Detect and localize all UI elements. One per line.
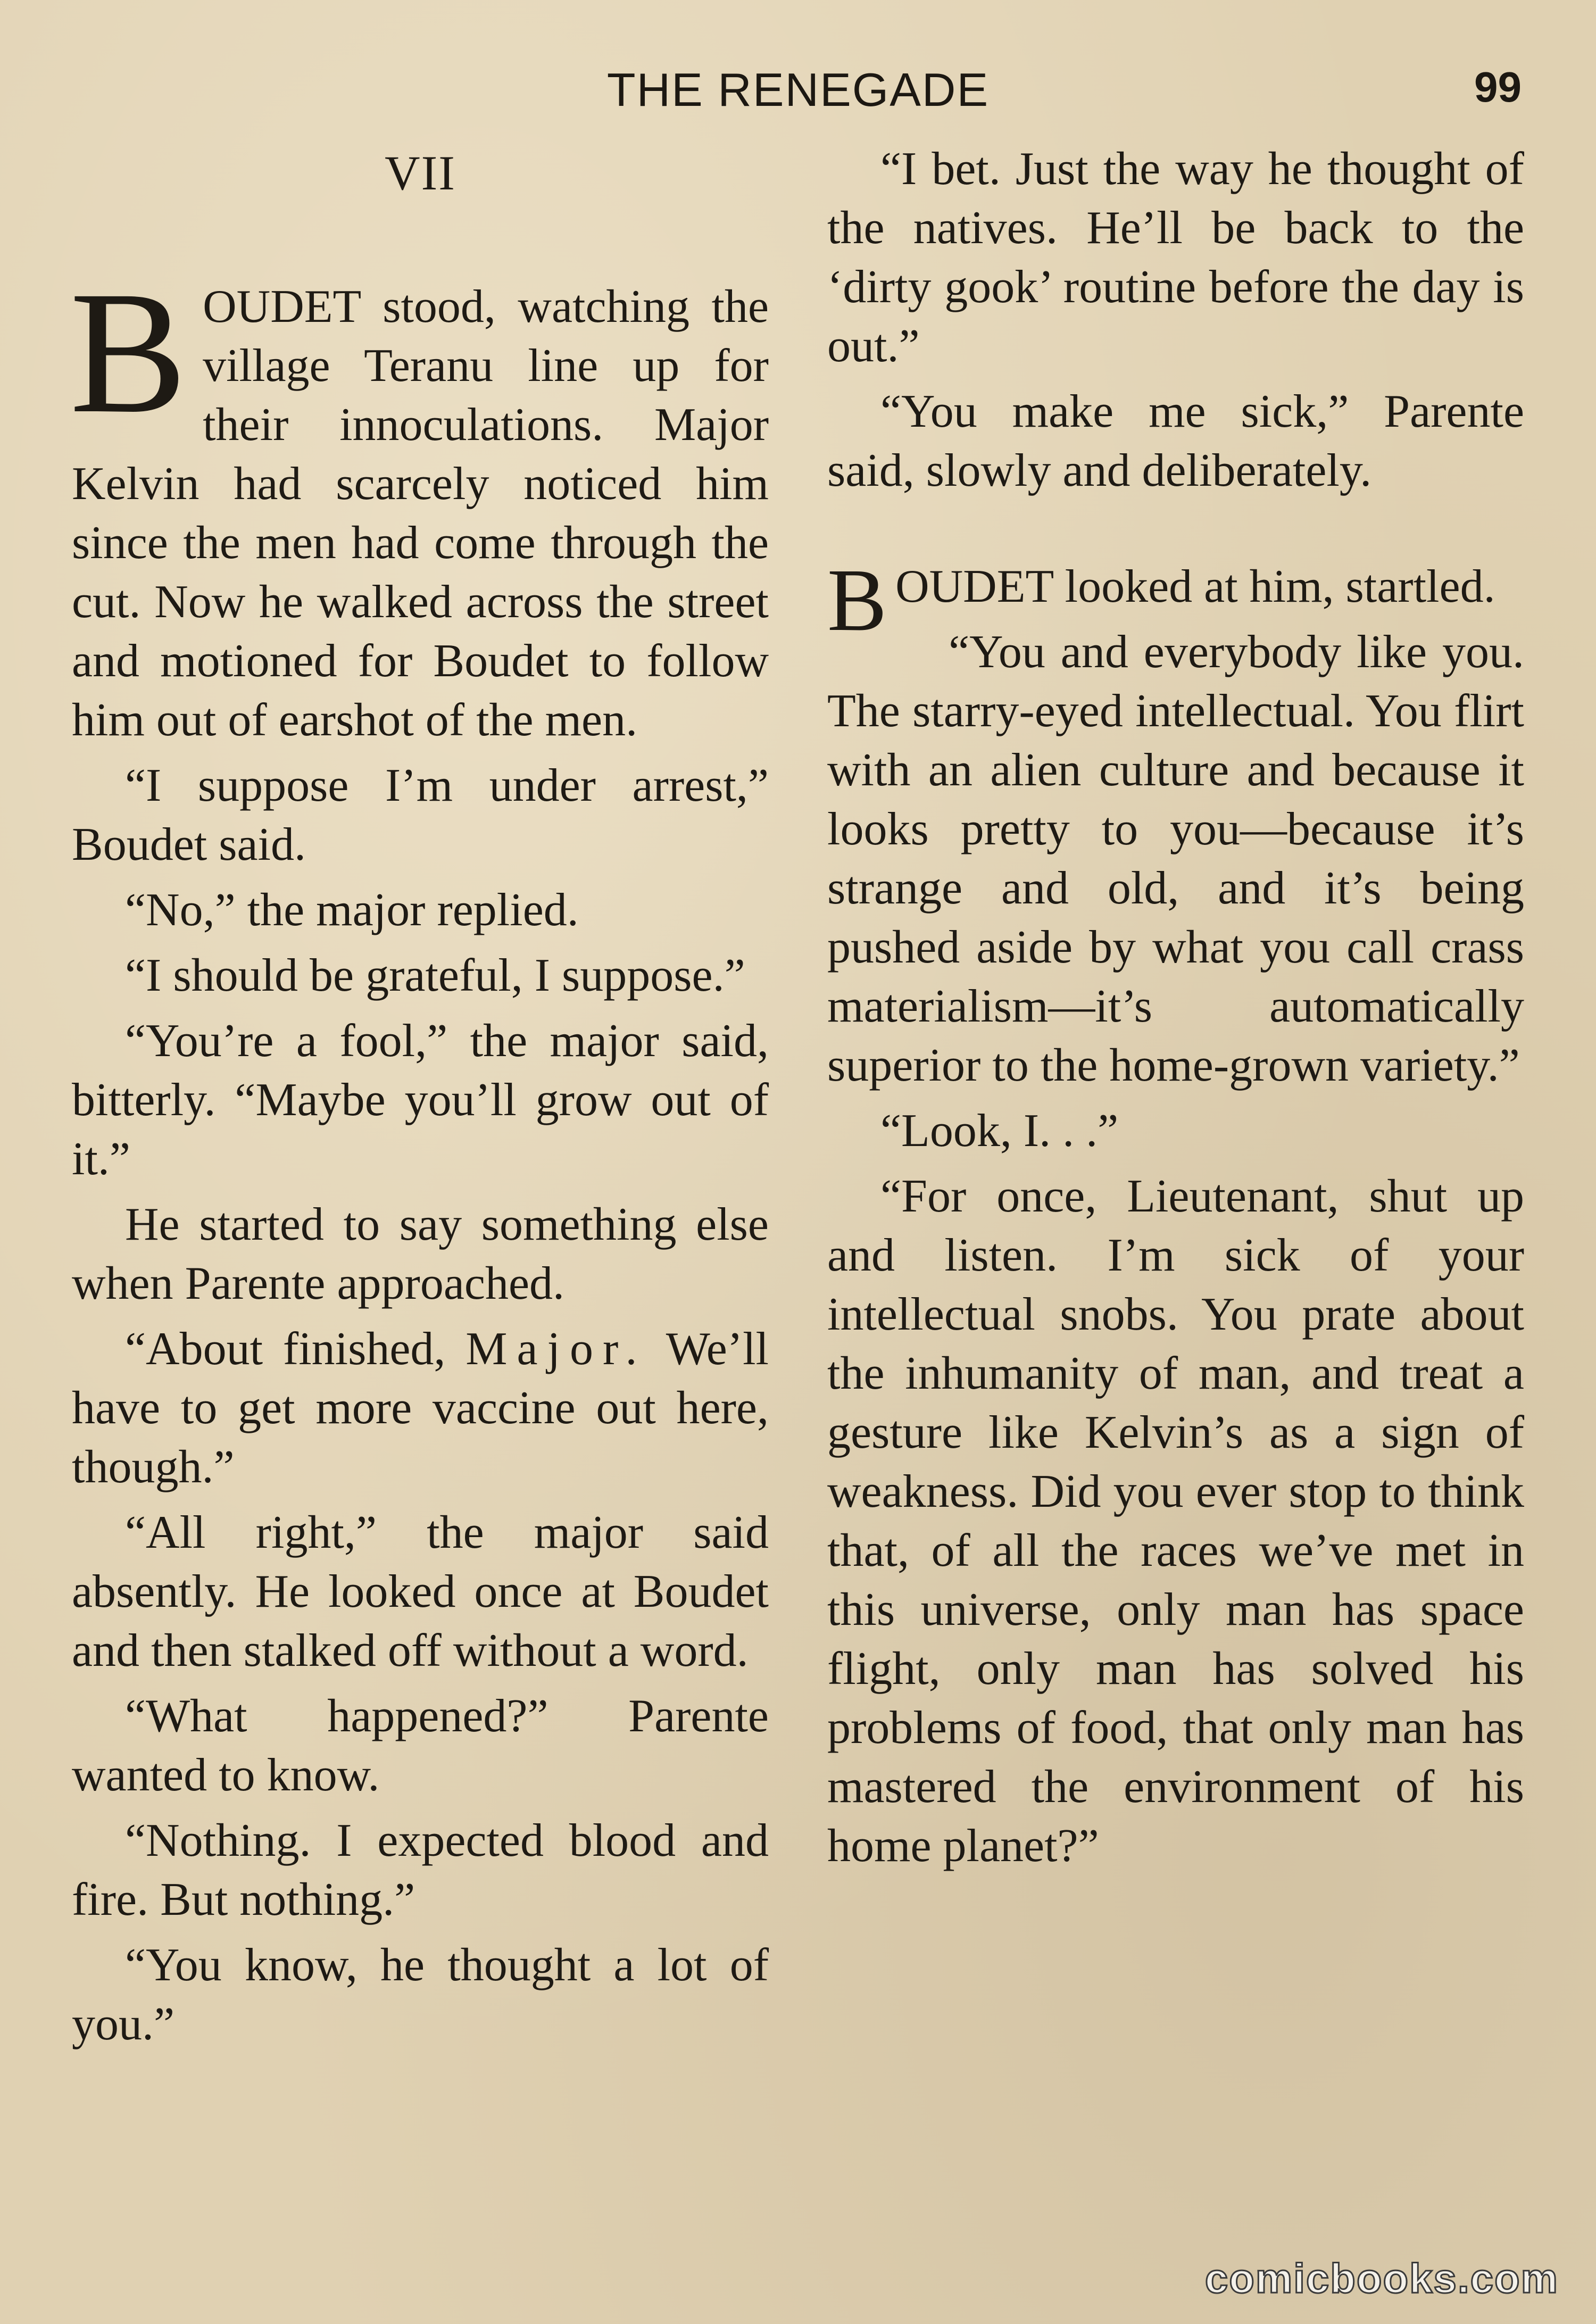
- paragraph: “For once, Lieutenant, shut up and listen. I’m sick of your intellectual snobs. You prate about the inhumanity of man, and treat a gesture like Kelvin’s as a sign of weakness. Did you ever stop to think that, of all the races we’ve met in this universe, only man has space flight, only man has solved his problems of food, that only man has mastered the environment of his home planet?”: [827, 1171, 1524, 1872]
- drop-cap: B: [827, 551, 887, 650]
- watermark: comicbooks.com: [1204, 2255, 1559, 2302]
- left-column: [72, 144, 769, 2060]
- spaced-word: Major.: [466, 1323, 647, 1375]
- paragraph: “You’re a fool,” the major said, bitterly. “Maybe you’ll grow out of it.”: [72, 1015, 769, 1185]
- paragraph: “Look, I. . .”: [880, 1105, 1119, 1157]
- paragraph: “You and everybody like you. The starry-eyed intellectual. You flirt with an alien culture and because it looks pretty to you—because it’s strange and old, and it’s being pushed aside by what you call crass materialism—it’s automatically superior to the home-grown variety.”: [827, 626, 1524, 1091]
- section-break: [827, 507, 1524, 557]
- paragraph: “I suppose I’m under arrest,” Boudet said.: [72, 760, 769, 870]
- paragraph-text: “About finished,: [125, 1323, 446, 1375]
- section-number: VII: [385, 146, 456, 200]
- paragraph-text: OUDET looked at him, startled.: [895, 561, 1495, 612]
- paragraph: “I bet. Just the way he thought of the natives. He’ll be back to the ‘dirty gook’ routine before the day is out.”: [827, 143, 1524, 372]
- right-column: [827, 139, 1524, 1882]
- paragraph: “No,” the major replied.: [125, 884, 579, 936]
- page-number: 99: [1474, 63, 1522, 111]
- paragraph-text: We’ll have to get more vaccine out here, though.”: [72, 1323, 769, 1493]
- paragraph-text: OUDET stood, watching the village Teranu line up for their innoculations. Major Kelvin had scarcely noticed him since the men had come through the cut. Now he walked across the street and motioned for Boudet to follow him out of earshot of the men.: [72, 281, 769, 746]
- paragraph: “What happened?” Parente wanted to know.: [72, 1690, 769, 1801]
- paragraph: [827, 551, 1524, 650]
- paragraph: “I should be grateful, I suppose.”: [125, 950, 745, 1001]
- paragraph: “Nothing. I expected blood and fire. But nothing.”: [72, 1815, 769, 1925]
- paragraph: “You know, he thought a lot of you.”: [72, 1939, 769, 2050]
- drop-cap: B: [70, 255, 187, 450]
- paragraph: He started to say something else when Parente approached.: [72, 1199, 769, 1309]
- paragraph: “You make me sick,” Parente said, slowly and deliberately.: [827, 386, 1524, 496]
- paragraph: [70, 255, 769, 750]
- running-title: THE RENEGADE: [606, 63, 990, 116]
- paragraph: “All right,” the major said absently. He looked once at Boudet and then stalked off without a word.: [72, 1507, 769, 1676]
- paragraph: [72, 1319, 769, 1497]
